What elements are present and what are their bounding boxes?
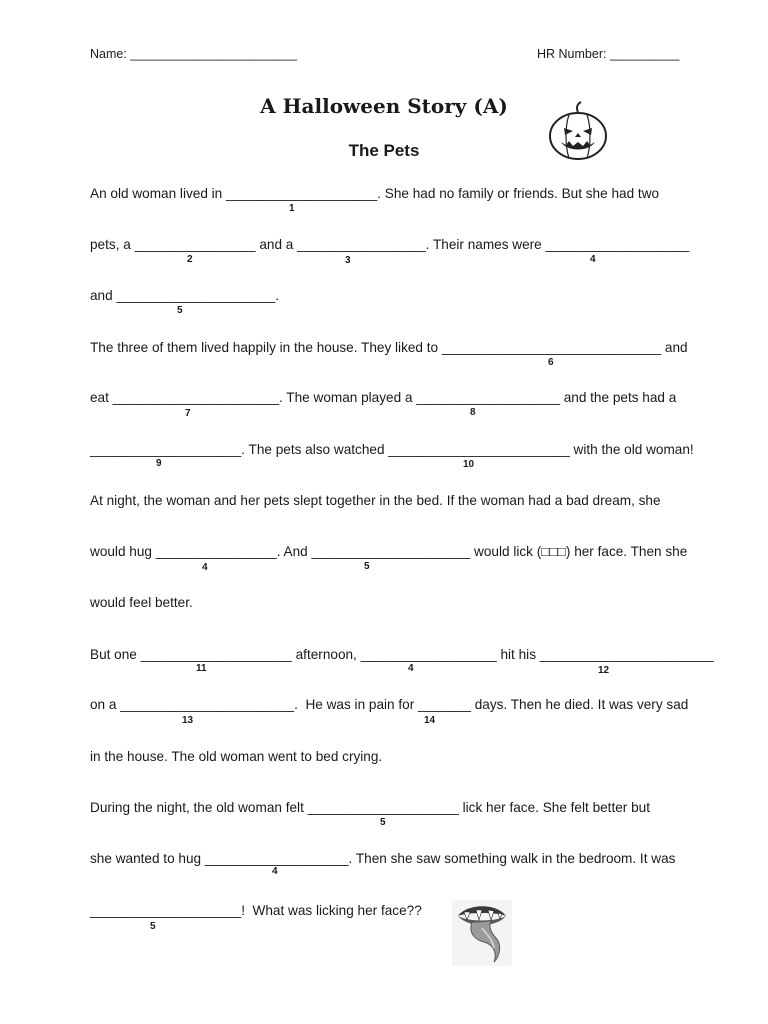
monster-mouth-icon [443,882,503,948]
story-line-7: At night, the woman and her pets slept together in the bed. If the woman had a bad dream, she [90,493,661,508]
story-line-9: would feel better. [90,595,193,610]
blank-number: 10 [463,459,475,470]
blank-number: 5 [177,305,183,316]
hr-number-field[interactable]: HR Number: __________ [537,47,680,61]
blank-number: 11 [196,663,207,674]
story-line-15: ____________________! What was licking her face?? [90,903,422,918]
story-line-10: But one ____________________ afternoon, __________________ hit his _______________________ [90,647,714,662]
story-line-13: During the night, the old woman felt ____________________ lick her face. She felt better but [90,800,650,815]
story-line-2: pets, a ________________ and a _________________. Their names were ___________________ [90,237,690,252]
blank-number: 3 [345,255,351,266]
story-line-8: would hug ________________. And _____________________ would lick (□□□) her face. Then she [90,544,688,559]
blank-number: 6 [548,357,554,368]
blank-number: 5 [380,817,386,828]
blank-number: 4 [590,254,596,265]
blank-number: 12 [598,665,610,676]
worksheet-title: A Halloween Story (A) [260,94,508,118]
blank-number: 1 [289,203,295,214]
story-line-12: in the house. The old woman went to bed crying. [90,749,383,764]
story-line-3: and _____________________. [90,288,279,303]
blank-number: 9 [156,458,162,469]
blank-number: 5 [364,561,370,572]
blank-number: 4 [408,663,414,674]
story-line-11: on a _______________________. He was in pain for _______ days. Then he died. It was very sad [90,697,689,712]
story-line-5: eat ______________________. The woman played a ___________________ and the pets had a [90,390,677,405]
story-subtitle: The Pets [348,141,420,160]
story-line-4: The three of them lived happily in the house. They liked to _____________________________ and [90,340,688,355]
story-line-1: An old woman lived in ____________________. She had no family or friends. But she had two [90,186,660,201]
blank-number: 14 [424,715,436,726]
blank-number: 4 [202,562,208,573]
blank-number: 13 [182,715,194,726]
pumpkin-icon [538,82,600,144]
blank-number: 5 [150,921,156,932]
blank-number: 4 [272,866,278,877]
blank-number: 8 [470,407,476,418]
blank-number: 2 [187,254,193,265]
name-field[interactable]: Name: ________________________ [90,47,298,61]
blank-number: 7 [185,408,191,419]
story-line-14: she wanted to hug ___________________. Then she saw something walk in the bedroom. It was [90,851,676,866]
story-line-6: ____________________. The pets also watched ________________________ with the old woman! [90,442,694,457]
